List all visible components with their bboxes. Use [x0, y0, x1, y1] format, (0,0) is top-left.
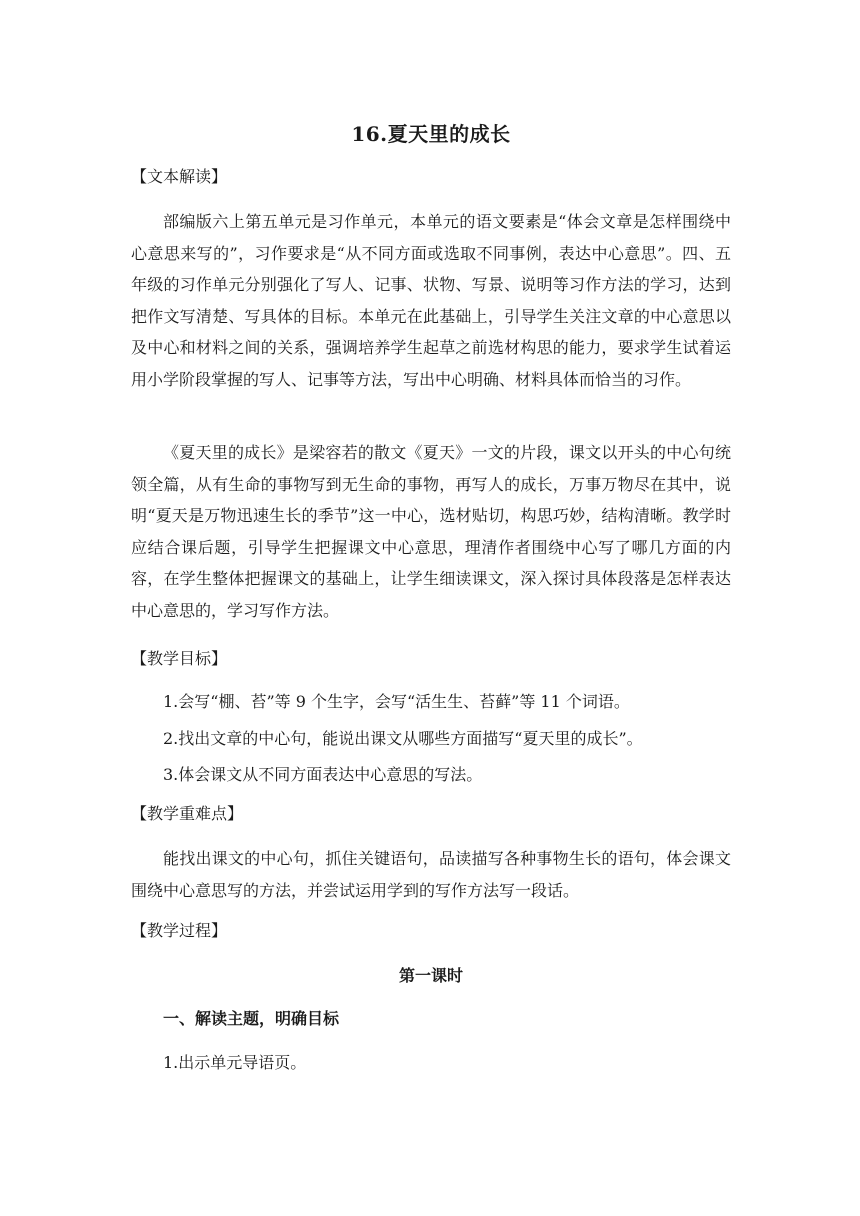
document-title: 16.夏天里的成长 — [351, 122, 511, 146]
text-reading-paragraph-1: 部编版六上第五单元是习作单元，本单元的语文要素是“体会文章是怎样围绕中心意思来写的”，习作要求是“从不同方面或选取不同事例，表达中心意思”。四、五年级的习作单元分别强化了写人、记事、状物、写景、说明等习作方法的学习，达到把作文写清楚、写具体的目标。本单元在此基础上，引导学生关注文章的中心意思以及中心和材料之间的关系，强调培养学生起草之前选材构思的能力，要求学生试着运用小学阶段掌握的写人、记事等方法，写出中心明确、材料具体而恰当的习作。 — [131, 212, 731, 389]
section-heading-teaching-goals: 【教学目标】 — [131, 649, 228, 668]
process-section-title: 一、解读主题，明确目标 — [163, 1009, 340, 1028]
lesson-title: 第一课时 — [398, 966, 463, 985]
process-step-1: 1.出示单元导语页。 — [163, 1053, 307, 1072]
section-heading-teaching-process: 【教学过程】 — [131, 921, 228, 940]
text-reading-paragraph-2: 《夏天里的成长》是梁容若的散文《夏天》一文的片段，课文以开头的中心句统领全篇，从有生命的事物写到无生命的事物，再写人的成长，万事万物尽在其中，说明“夏天是万物迅速生长的季节”这一中心，选材贴切，构思巧妙，结构清晰。教学时应结合课后题，引导学生把握课文中心意思，理清作者围绕中心写了哪几方面的内容，在学生整体把握课文的基础上，让学生细读课文，深入探讨具体段落是怎样表达中心意思的，学习写作方法。 — [131, 443, 731, 620]
teaching-goal-item-3: 3.体会课文从不同方面表达中心意思的写法。 — [163, 765, 483, 784]
teaching-goal-item-2: 2.找出文章的中心句，能说出课文从哪些方面描写“夏天里的成长”。 — [163, 729, 643, 748]
key-points-paragraph: 能找出课文的中心句，抓住关键语句，品读描写各种事物生长的语句，体会课文围绕中心意思写的方法，并尝试运用学到的写作方法写一段话。 — [131, 849, 731, 900]
section-heading-key-points: 【教学重难点】 — [131, 804, 244, 823]
teaching-goal-item-1: 1.会写“棚、苔”等 9 个生字，会写“活生生、苔藓”等 11 个词语。 — [163, 692, 630, 711]
section-heading-text-reading: 【文本解读】 — [131, 167, 228, 186]
